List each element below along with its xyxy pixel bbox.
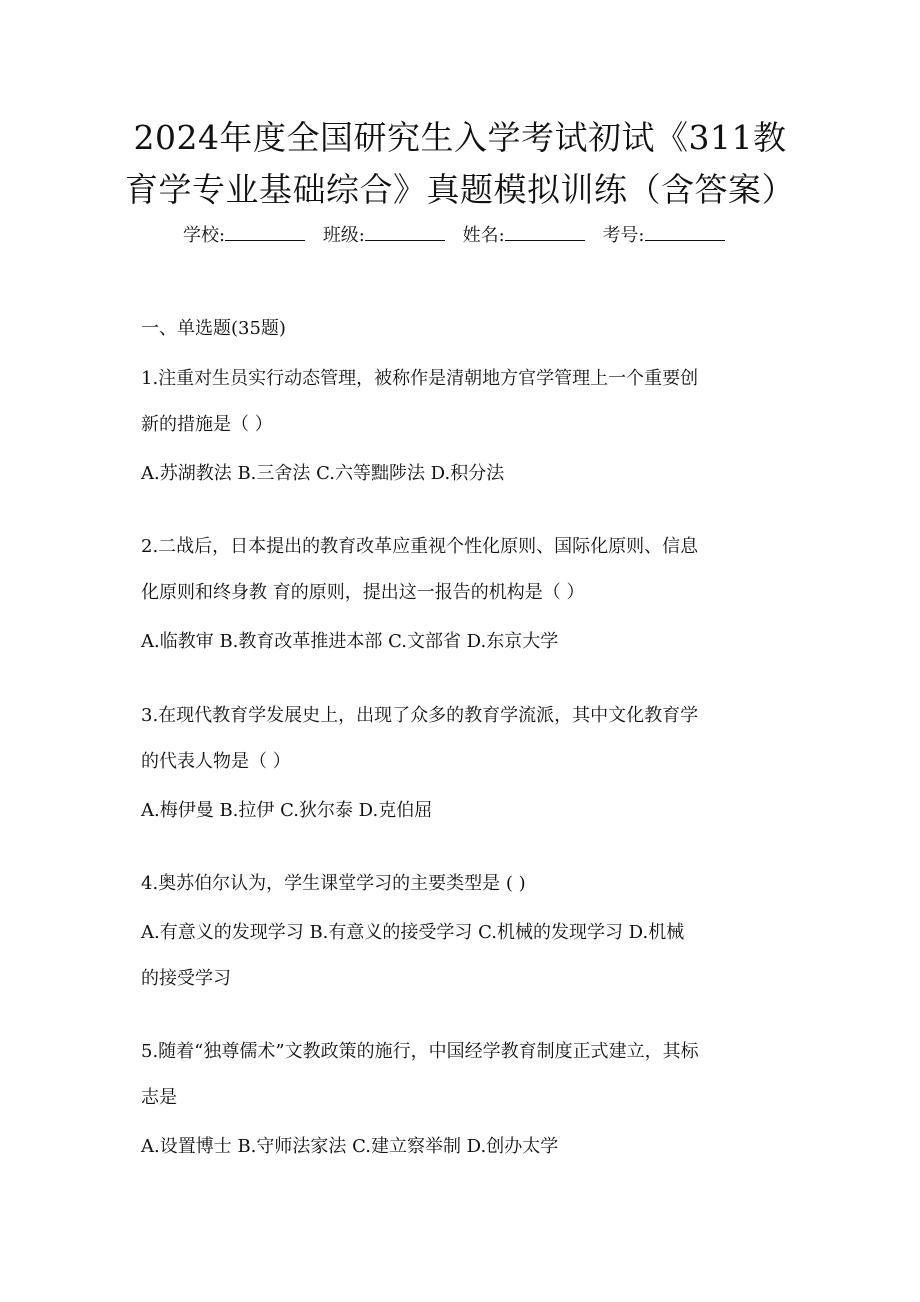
class-label: 班级: <box>322 225 365 246</box>
question-5-options: A.设置博士 B.守师法家法 C.建立察举制 D.创办太学 <box>141 1136 559 1157</box>
exam-number-field <box>602 222 724 249</box>
question-4-options-line-2: 的接受学习 <box>141 968 231 989</box>
school-blank <box>225 222 305 241</box>
class-blank <box>365 222 445 241</box>
question-2-stem-line-2: 化原则和终身教 育的原则，提出这一报告的机构是（ ） <box>141 582 585 603</box>
title-line-2: 育学专业基础综合》真题模拟训练（含答案） <box>125 170 795 209</box>
exam-number-label: 考号: <box>602 225 645 246</box>
question-5-stem-line-2: 志是 <box>141 1087 177 1108</box>
question-2-stem-line-1: 2.二战后，日本提出的教育改革应重视个性化原则、国际化原则、信息 <box>141 536 699 557</box>
exam-number-blank <box>645 222 725 241</box>
question-3-stem-line-2: 的代表人物是（ ） <box>141 751 291 772</box>
question-1-options: A.苏湖教法 B.三舍法 C.六等黜陟法 D.积分法 <box>141 463 505 484</box>
school-label: 学校: <box>183 225 226 246</box>
school-field <box>183 222 305 249</box>
document-title <box>120 112 800 216</box>
section-heading: 一、单选题(35题) <box>141 318 286 339</box>
question-5-stem-line-1: 5.随着“独尊儒术”文教政策的施行，中国经学教育制度正式建立，其标 <box>141 1041 699 1062</box>
name-field <box>463 222 585 249</box>
question-2-options: A.临教审 B.教育改革推进本部 C.文部省 D.东京大学 <box>141 631 559 652</box>
question-4-stem-line-1: 4.奥苏伯尔认为，学生课堂学习的主要类型是 ( ) <box>141 873 526 894</box>
question-1-stem-line-2: 新的措施是（ ） <box>141 414 273 435</box>
class-field <box>323 222 445 249</box>
name-blank <box>505 222 585 241</box>
name-label: 姓名: <box>462 225 505 246</box>
student-info-row <box>183 222 725 249</box>
question-1-stem-line-1: 1.注重对生员实行动态管理，被称作是清朝地方官学管理上一个重要创 <box>141 368 699 389</box>
question-3-options: A.梅伊曼 B.拉伊 C.狄尔泰 D.克伯屈 <box>141 800 433 821</box>
question-3-stem-line-1: 3.在现代教育学发展史上，出现了众多的教育学流派，其中文化教育学 <box>141 705 699 726</box>
question-4-options-line-1: A.有意义的发现学习 B.有意义的接受学习 C.机械的发现学习 D.机械 <box>141 922 685 943</box>
title-line-1: 2024年度全国研究生入学考试初试《311教 <box>133 118 787 157</box>
